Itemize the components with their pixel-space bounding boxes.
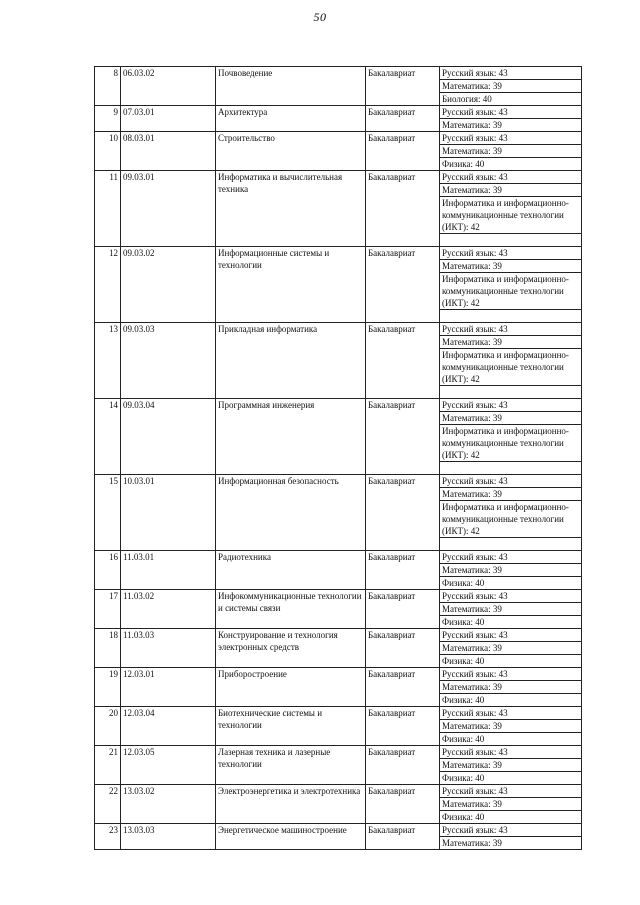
degree-level: Бакалавриат <box>366 746 440 785</box>
program-code: 07.03.01 <box>121 106 216 132</box>
entrance-exam-min-score: Математика: 39 <box>440 642 582 655</box>
program-code: 09.03.04 <box>121 399 216 475</box>
table-row <box>95 247 582 260</box>
program-name: Конструирование и технология электронных средств <box>216 629 366 668</box>
degree-level: Бакалавриат <box>366 106 440 132</box>
entrance-exam-min-score: Математика: 39 <box>440 837 582 850</box>
entrance-exam-min-score: Русский язык: 43 <box>440 785 582 798</box>
entrance-exam-min-score: Русский язык: 43 <box>440 590 582 603</box>
row-number: 22 <box>95 785 121 824</box>
cell-spacer <box>440 310 582 323</box>
entrance-exam-min-score: Математика: 39 <box>440 336 582 349</box>
program-code: 12.03.05 <box>121 746 216 785</box>
table-row <box>95 171 582 184</box>
entrance-exam-min-score: Математика: 39 <box>440 720 582 733</box>
row-number: 14 <box>95 399 121 475</box>
table-row <box>95 132 582 145</box>
degree-level: Бакалавриат <box>366 629 440 668</box>
program-code: 06.03.02 <box>121 67 216 106</box>
table-row <box>95 668 582 681</box>
table-row <box>95 551 582 564</box>
row-number: 23 <box>95 824 121 850</box>
degree-level: Бакалавриат <box>366 707 440 746</box>
entrance-exam-min-score: Физика: 40 <box>440 616 582 629</box>
row-number: 16 <box>95 551 121 590</box>
program-name: Информатика и вычислительная техника <box>216 171 366 247</box>
entrance-exam-min-score: Русский язык: 43 <box>440 106 582 119</box>
row-number: 11 <box>95 171 121 247</box>
degree-level: Бакалавриат <box>366 475 440 551</box>
degree-level: Бакалавриат <box>366 551 440 590</box>
degree-level: Бакалавриат <box>366 668 440 707</box>
program-code: 11.03.02 <box>121 590 216 629</box>
row-number: 15 <box>95 475 121 551</box>
entrance-exam-min-score: Физика: 40 <box>440 772 582 785</box>
program-code: 13.03.02 <box>121 785 216 824</box>
program-name: Лазерная техника и лазерные технологии <box>216 746 366 785</box>
entrance-exam-min-score: Русский язык: 43 <box>440 171 582 184</box>
entrance-exam-min-score: Русский язык: 43 <box>440 323 582 336</box>
entrance-exam-min-score: Информатика и информационно-коммуникационные технологии (ИКТ): 42 <box>440 197 582 234</box>
program-code: 11.03.03 <box>121 629 216 668</box>
entrance-exam-min-score: Физика: 40 <box>440 733 582 746</box>
degree-level: Бакалавриат <box>366 171 440 247</box>
entrance-exam-min-score: Математика: 39 <box>440 260 582 273</box>
program-name: Информационные системы и технологии <box>216 247 366 323</box>
row-number: 18 <box>95 629 121 668</box>
entrance-exam-min-score: Физика: 40 <box>440 655 582 668</box>
row-number: 19 <box>95 668 121 707</box>
table-row <box>95 629 582 642</box>
entrance-exam-min-score: Русский язык: 43 <box>440 551 582 564</box>
entrance-exam-min-score: Физика: 40 <box>440 577 582 590</box>
program-name: Электроэнергетика и электротехника <box>216 785 366 824</box>
table-row <box>95 785 582 798</box>
program-code: 09.03.01 <box>121 171 216 247</box>
table-row <box>95 746 582 759</box>
entrance-exam-min-score: Физика: 40 <box>440 158 582 171</box>
entrance-exam-min-score: Русский язык: 43 <box>440 67 582 80</box>
program-name: Прикладная информатика <box>216 323 366 399</box>
program-name: Инфокоммуникационные технологии и системы связи <box>216 590 366 629</box>
row-number: 10 <box>95 132 121 171</box>
cell-spacer <box>440 386 582 399</box>
entrance-exam-min-score: Математика: 39 <box>440 759 582 772</box>
program-code: 10.03.01 <box>121 475 216 551</box>
program-name: Информационная безопасность <box>216 475 366 551</box>
program-code: 09.03.03 <box>121 323 216 399</box>
degree-level: Бакалавриат <box>366 785 440 824</box>
degree-level: Бакалавриат <box>366 824 440 850</box>
entrance-exam-min-score: Русский язык: 43 <box>440 707 582 720</box>
row-number: 9 <box>95 106 121 132</box>
entrance-exam-min-score: Русский язык: 43 <box>440 399 582 412</box>
specialties-table <box>94 66 582 850</box>
row-number: 13 <box>95 323 121 399</box>
program-name: Программная инженерия <box>216 399 366 475</box>
program-name: Почвоведение <box>216 67 366 106</box>
entrance-exam-min-score: Русский язык: 43 <box>440 668 582 681</box>
program-code: 13.03.03 <box>121 824 216 850</box>
table-row <box>95 475 582 488</box>
entrance-exam-min-score: Математика: 39 <box>440 119 582 132</box>
degree-level: Бакалавриат <box>366 247 440 323</box>
entrance-exam-min-score: Информатика и информационно-коммуникационные технологии (ИКТ): 42 <box>440 349 582 386</box>
program-name: Энергетическое машиностроение <box>216 824 366 850</box>
program-code: 12.03.01 <box>121 668 216 707</box>
program-code: 11.03.01 <box>121 551 216 590</box>
degree-level: Бакалавриат <box>366 399 440 475</box>
entrance-exam-min-score: Русский язык: 43 <box>440 746 582 759</box>
degree-level: Бакалавриат <box>366 67 440 106</box>
entrance-exam-min-score: Математика: 39 <box>440 681 582 694</box>
degree-level: Бакалавриат <box>366 323 440 399</box>
entrance-exam-min-score: Физика: 40 <box>440 694 582 707</box>
degree-level: Бакалавриат <box>366 590 440 629</box>
entrance-exam-min-score: Информатика и информационно-коммуникационные технологии (ИКТ): 42 <box>440 425 582 462</box>
page-number: 50 <box>313 10 327 24</box>
entrance-exam-min-score: Математика: 39 <box>440 564 582 577</box>
program-code: 12.03.04 <box>121 707 216 746</box>
entrance-exam-min-score: Русский язык: 43 <box>440 475 582 488</box>
entrance-exam-min-score: Математика: 39 <box>440 603 582 616</box>
entrance-exam-min-score: Математика: 39 <box>440 184 582 197</box>
entrance-exam-min-score: Математика: 39 <box>440 488 582 501</box>
table-row <box>95 323 582 336</box>
entrance-exam-min-score: Русский язык: 43 <box>440 132 582 145</box>
cell-spacer <box>440 462 582 475</box>
program-code: 08.03.01 <box>121 132 216 171</box>
program-name: Радиотехника <box>216 551 366 590</box>
table-row <box>95 67 582 80</box>
row-number: 17 <box>95 590 121 629</box>
program-name: Строительство <box>216 132 366 171</box>
entrance-exam-min-score: Математика: 39 <box>440 412 582 425</box>
table-row <box>95 590 582 603</box>
entrance-exam-min-score: Математика: 39 <box>440 80 582 93</box>
entrance-exam-min-score: Математика: 39 <box>440 798 582 811</box>
table-row <box>95 106 582 119</box>
entrance-exam-min-score: Биология: 40 <box>440 93 582 106</box>
row-number: 21 <box>95 746 121 785</box>
degree-level: Бакалавриат <box>366 132 440 171</box>
entrance-exam-min-score: Русский язык: 43 <box>440 247 582 260</box>
row-number: 20 <box>95 707 121 746</box>
cell-spacer <box>440 234 582 247</box>
entrance-exam-min-score: Русский язык: 43 <box>440 629 582 642</box>
program-name: Биотехнические системы и технологии <box>216 707 366 746</box>
row-number: 8 <box>95 67 121 106</box>
entrance-exam-min-score: Математика: 39 <box>440 145 582 158</box>
program-name: Архитектура <box>216 106 366 132</box>
entrance-exam-min-score: Информатика и информационно-коммуникационные технологии (ИКТ): 42 <box>440 273 582 310</box>
entrance-exam-min-score: Информатика и информационно-коммуникационные технологии (ИКТ): 42 <box>440 501 582 538</box>
entrance-exam-min-score: Физика: 40 <box>440 811 582 824</box>
program-name: Приборостроение <box>216 668 366 707</box>
cell-spacer <box>440 538 582 551</box>
table-row <box>95 399 582 412</box>
table-row <box>95 824 582 837</box>
row-number: 12 <box>95 247 121 323</box>
table-row <box>95 707 582 720</box>
entrance-exam-min-score: Русский язык: 43 <box>440 824 582 837</box>
program-code: 09.03.02 <box>121 247 216 323</box>
